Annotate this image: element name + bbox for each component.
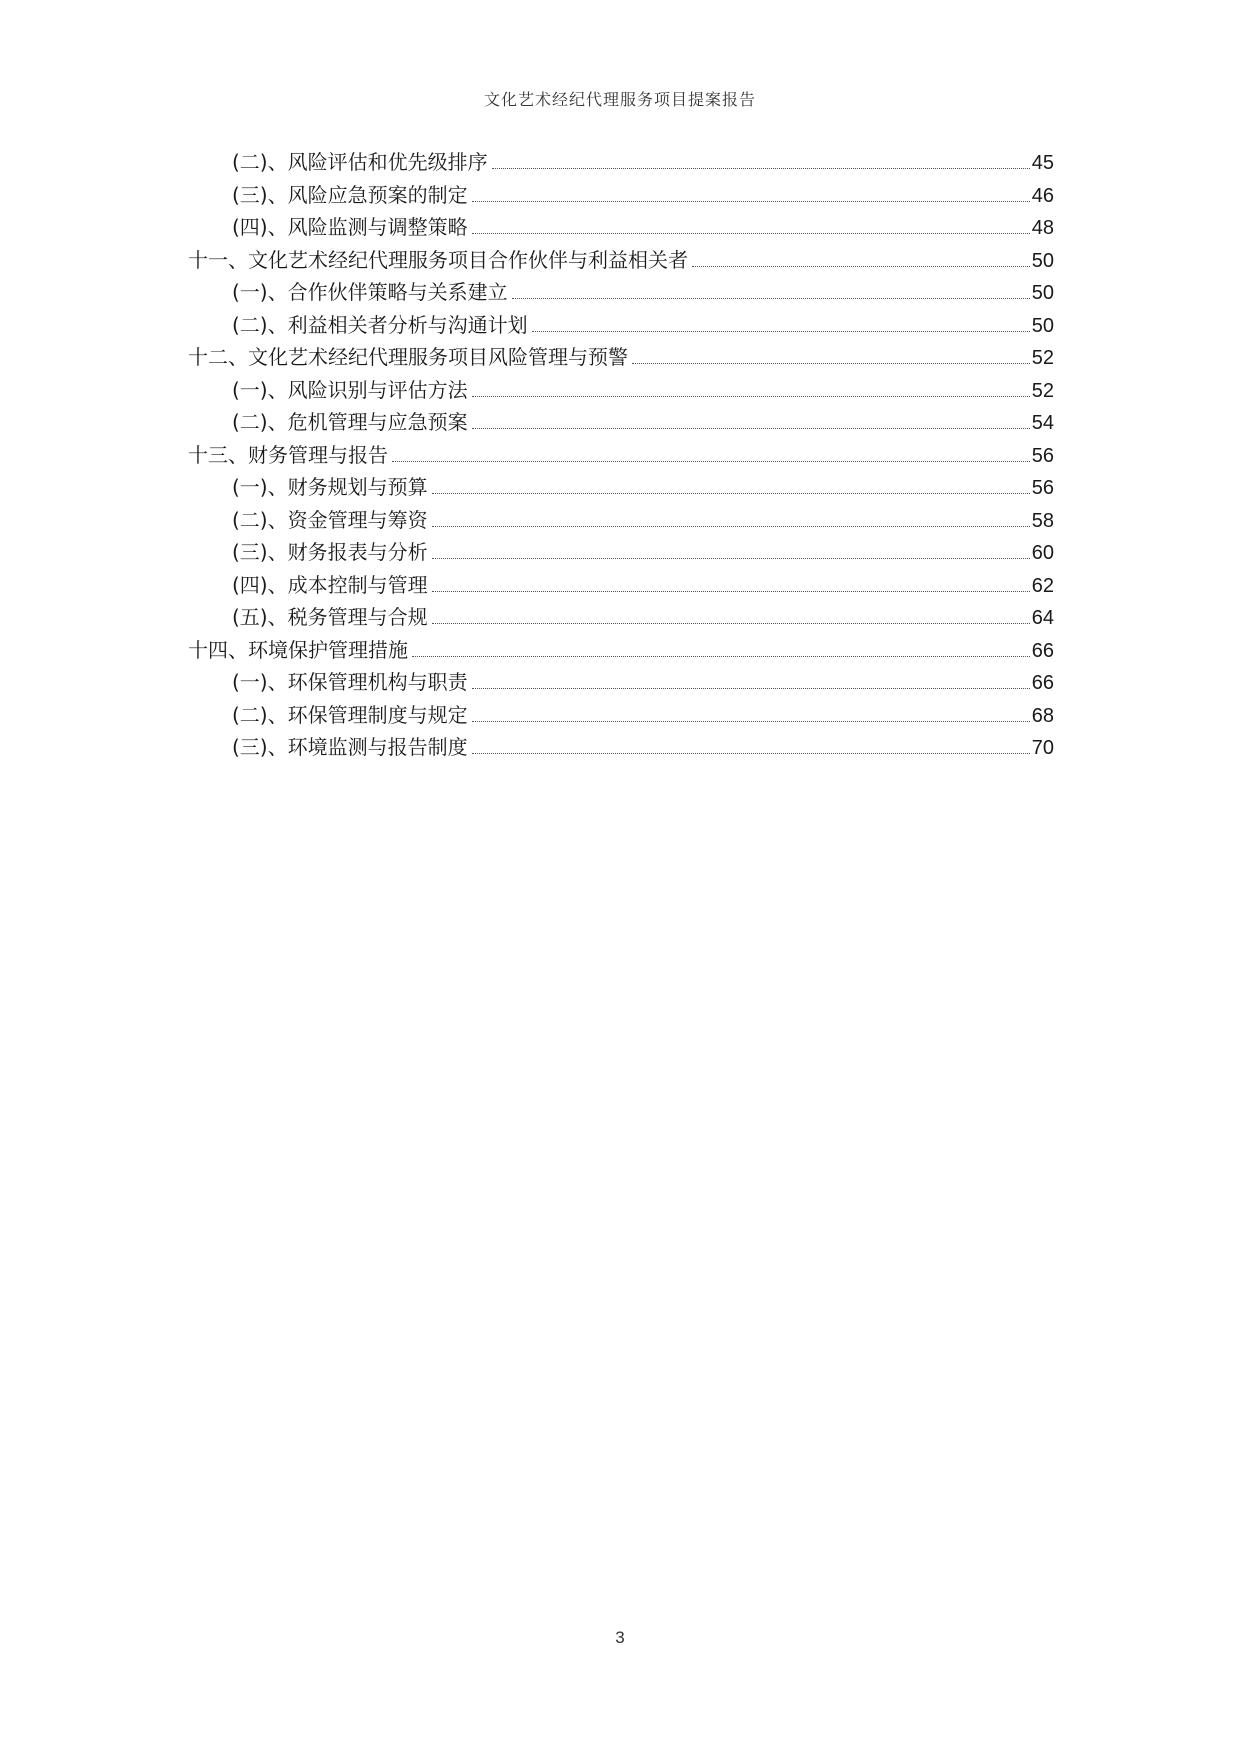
- toc-entry-title: (三)、环境监测与报告制度: [232, 735, 468, 759]
- toc-dot-leader: [472, 428, 1030, 429]
- toc-dot-leader: [632, 363, 1030, 364]
- toc-entry-page: 64: [1031, 607, 1054, 629]
- toc-entry-page: 50: [1031, 282, 1054, 304]
- toc-dot-leader: [512, 298, 1030, 299]
- toc-entry-page: 46: [1031, 184, 1054, 207]
- toc-entry-title: (五)、税务管理与合规: [232, 605, 428, 629]
- toc-entry-title: 十三、财务管理与报告: [188, 442, 388, 467]
- toc-entry-page: 60: [1031, 542, 1054, 564]
- toc-entry-page: 66: [1031, 639, 1054, 662]
- toc-dot-leader: [472, 201, 1030, 202]
- toc-entry-title: (三)、财务报表与分析: [232, 540, 428, 564]
- toc-entry-title: (四)、风险监测与调整策略: [232, 215, 468, 239]
- toc-entry-title: (四)、成本控制与管理: [232, 572, 428, 597]
- toc-entry-title: (一)、风险识别与评估方法: [232, 377, 468, 402]
- toc-entry-title: (二)、环保管理制度与规定: [232, 702, 468, 727]
- toc-entry-title: (二)、利益相关者分析与沟通计划: [232, 312, 528, 337]
- toc-chapter-entry[interactable]: [188, 439, 1054, 472]
- toc-section-entry[interactable]: [188, 699, 1054, 732]
- toc-entry-page: 50: [1031, 249, 1054, 272]
- toc-entry-page: 62: [1031, 574, 1054, 597]
- toc-section-entry[interactable]: [188, 406, 1054, 439]
- toc-entry-page: 68: [1031, 704, 1054, 727]
- toc-section-entry[interactable]: [188, 309, 1054, 342]
- toc-entry-title: (一)、环保管理机构与职责: [232, 670, 468, 694]
- toc-chapter-entry[interactable]: [188, 244, 1054, 277]
- toc-dot-leader: [472, 721, 1030, 722]
- table-of-contents: [188, 146, 1054, 764]
- toc-dot-leader: [492, 168, 1030, 169]
- toc-entry-title: (二)、危机管理与应急预案: [232, 410, 468, 434]
- toc-dot-leader: [432, 623, 1030, 624]
- toc-entry-page: 70: [1031, 737, 1054, 759]
- toc-section-entry[interactable]: [188, 146, 1054, 179]
- toc-dot-leader: [472, 233, 1030, 234]
- toc-section-entry[interactable]: [188, 211, 1054, 244]
- toc-section-entry[interactable]: [188, 536, 1054, 569]
- toc-dot-leader: [432, 526, 1030, 527]
- toc-entry-page: 56: [1031, 444, 1054, 467]
- toc-entry-title: (一)、财务规划与预算: [232, 475, 428, 499]
- toc-dot-leader: [392, 461, 1030, 462]
- toc-entry-title: 十四、环境保护管理措施: [188, 637, 408, 662]
- toc-section-entry[interactable]: [188, 374, 1054, 407]
- toc-dot-leader: [472, 688, 1030, 689]
- toc-entry-page: 50: [1031, 314, 1054, 337]
- toc-section-entry[interactable]: [188, 666, 1054, 699]
- toc-entry-page: 52: [1031, 379, 1054, 402]
- toc-section-entry[interactable]: [188, 276, 1054, 309]
- toc-entry-title: 十一、文化艺术经纪代理服务项目合作伙伴与利益相关者: [188, 247, 688, 272]
- toc-dot-leader: [692, 266, 1030, 267]
- toc-entry-title: 十二、文化艺术经纪代理服务项目风险管理与预警: [188, 345, 628, 369]
- toc-entry-page: 45: [1031, 152, 1054, 174]
- toc-entry-title: (一)、合作伙伴策略与关系建立: [232, 280, 508, 304]
- toc-dot-leader: [532, 331, 1030, 332]
- toc-entry-title: (二)、风险评估和优先级排序: [232, 150, 488, 174]
- toc-entry-title: (三)、风险应急预案的制定: [232, 182, 468, 207]
- toc-entry-page: 54: [1031, 412, 1054, 434]
- toc-section-entry[interactable]: [188, 731, 1054, 764]
- toc-dot-leader: [472, 396, 1030, 397]
- toc-section-entry[interactable]: [188, 179, 1054, 212]
- toc-chapter-entry[interactable]: [188, 341, 1054, 374]
- toc-chapter-entry[interactable]: [188, 634, 1054, 667]
- toc-entry-page: 48: [1031, 217, 1054, 239]
- toc-dot-leader: [432, 591, 1030, 592]
- toc-dot-leader: [432, 493, 1030, 494]
- toc-section-entry[interactable]: [188, 569, 1054, 602]
- toc-entry-page: 52: [1031, 347, 1054, 369]
- toc-entry-page: 66: [1031, 672, 1054, 694]
- toc-entry-page: 56: [1031, 477, 1054, 499]
- toc-section-entry[interactable]: [188, 504, 1054, 537]
- toc-dot-leader: [472, 753, 1030, 754]
- running-header: 文化艺术经纪代理服务项目提案报告: [483, 90, 756, 109]
- toc-entry-title: (二)、资金管理与筹资: [232, 507, 428, 532]
- toc-section-entry[interactable]: [188, 471, 1054, 504]
- toc-dot-leader: [432, 558, 1030, 559]
- toc-entry-page: 58: [1031, 509, 1054, 532]
- toc-dot-leader: [412, 656, 1030, 657]
- page-number: 3: [615, 1628, 625, 1647]
- toc-section-entry[interactable]: [188, 601, 1054, 634]
